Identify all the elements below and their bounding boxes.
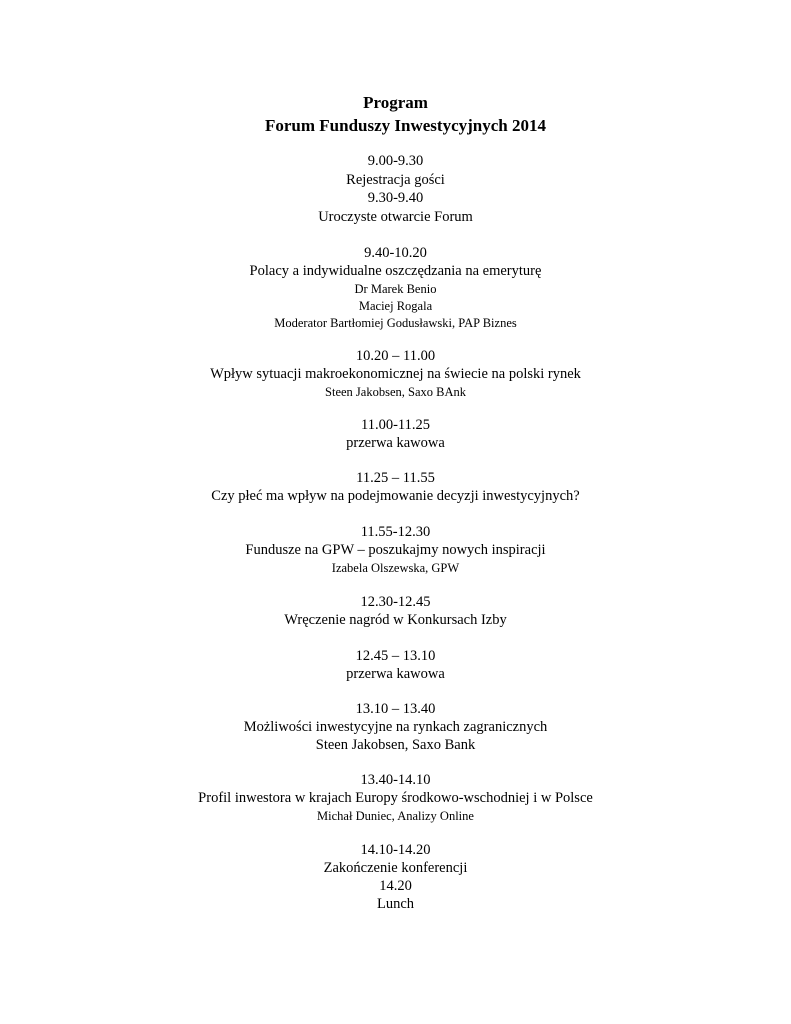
session-title: Czy płeć ma wpływ na podejmowanie decyzji inwestycyjnych? bbox=[211, 488, 580, 504]
session-speaker: Maciej Rogala bbox=[358, 299, 433, 313]
session-time: 12.45 – 13.10 bbox=[355, 648, 436, 664]
session-title: Lunch bbox=[376, 896, 415, 912]
session-time: 9.00-9.30 bbox=[367, 153, 424, 169]
session-time: 12.30-12.45 bbox=[360, 594, 431, 610]
session-title: Uroczyste otwarcie Forum bbox=[318, 209, 473, 225]
session-title: Wręczenie nagród w Konkursach Izby bbox=[284, 612, 507, 628]
session-title: Fundusze na GPW – poszukajmy nowych inspiracji bbox=[245, 542, 546, 558]
session-speaker: Michał Duniec, Analizy Online bbox=[317, 809, 474, 823]
session-speaker: Dr Marek Benio bbox=[354, 282, 437, 296]
session-title: przerwa kawowa bbox=[346, 666, 445, 682]
session-time: 13.10 – 13.40 bbox=[355, 701, 436, 717]
session-title: przerwa kawowa bbox=[346, 435, 445, 451]
session-title: Polacy a indywidualne oszczędzania na emeryturę bbox=[249, 263, 542, 279]
session-speaker: Steen Jakobsen, Saxo BAnk bbox=[325, 385, 466, 399]
page-subtitle: Forum Funduszy Inwestycyjnych 2014 bbox=[265, 116, 546, 135]
session-time: 10.20 – 11.00 bbox=[355, 348, 436, 364]
session-time: 11.25 – 11.55 bbox=[356, 470, 435, 486]
session-time: 9.40-10.20 bbox=[364, 245, 427, 261]
session-title: Wpływ sytuacji makroekonomicznej na świecie na polski rynek bbox=[210, 366, 581, 382]
session-time: 14.20 bbox=[379, 878, 412, 894]
session-title: Rejestracja gości bbox=[346, 172, 445, 188]
session-time: 11.00-11.25 bbox=[360, 417, 430, 433]
session-title: Zakończenie konferencji bbox=[323, 860, 468, 876]
session-speaker: Steen Jakobsen, Saxo Bank bbox=[315, 737, 476, 753]
page-title: Program bbox=[363, 93, 428, 112]
session-title: Możliwości inwestycyjne na rynkach zagranicznych bbox=[243, 719, 548, 735]
session-speaker: Izabela Olszewska, GPW bbox=[331, 561, 460, 575]
session-time: 11.55-12.30 bbox=[360, 524, 431, 540]
session-time: 14.10-14.20 bbox=[360, 842, 431, 858]
session-moderator: Moderator Bartłomiej Godusławski, PAP Biznes bbox=[274, 316, 517, 330]
session-time: 9.30-9.40 bbox=[367, 190, 424, 206]
session-time: 13.40-14.10 bbox=[360, 772, 431, 788]
session-title: Profil inwestora w krajach Europy środkowo-wschodniej i w Polsce bbox=[198, 790, 593, 806]
